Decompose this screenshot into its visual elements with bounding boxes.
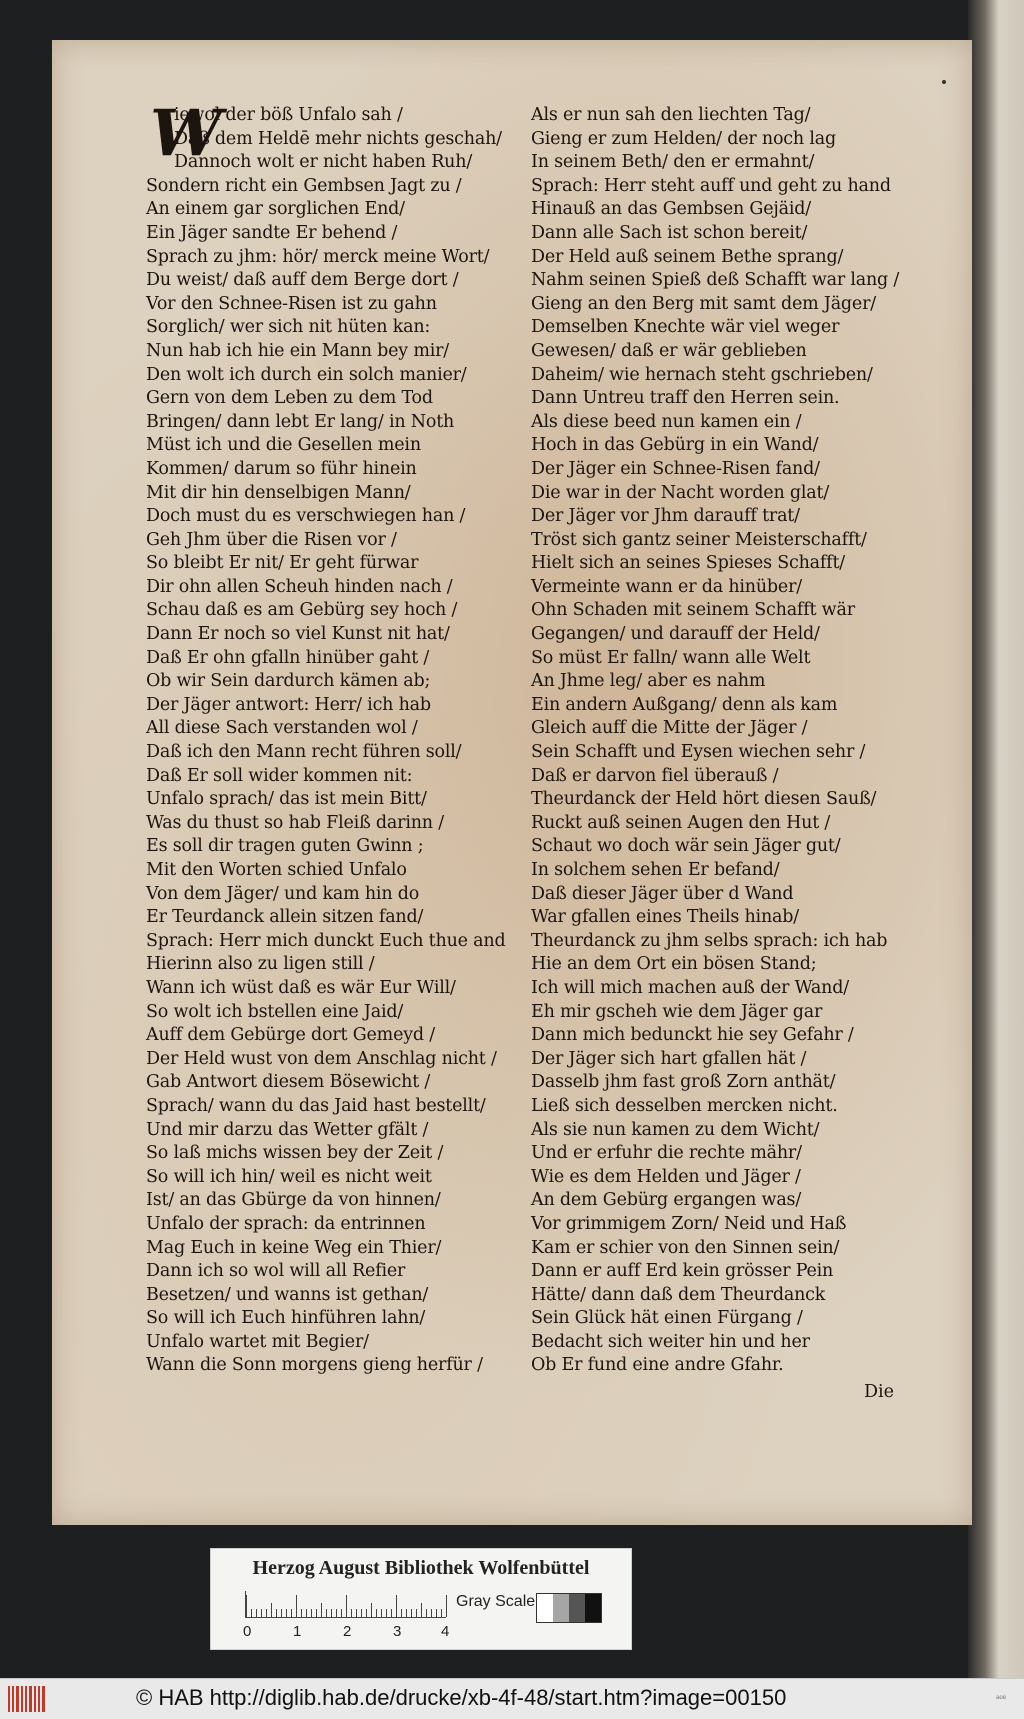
logo-bar	[42, 1686, 45, 1712]
verse-line: Der Jäger ein Schnee-Risen fand/	[531, 458, 820, 479]
verse-line: Sorglich/ wer sich nit hüten kan:	[146, 317, 431, 338]
verse-line: Vermeinte wann er da hinüber/	[531, 576, 802, 597]
verse-line: Der Jäger sich hart gfallen hät /	[531, 1048, 807, 1069]
verse-line: Mit den Worten schied Unfalo	[146, 860, 407, 880]
verse-line: Dasselb jhm fast groß Zorn anthät/	[531, 1072, 836, 1093]
verse-line: Bringen/ dann lebt Er lang/ in Noth	[146, 411, 455, 432]
verse-line: Gab Antwort diesem Bösewicht /	[146, 1072, 431, 1093]
gray-swatch	[537, 1594, 553, 1622]
verse-line: Ein Jäger sandte Er behend /	[146, 222, 398, 243]
verse-line: Als sie nun kamen zu dem Wicht/	[531, 1119, 820, 1140]
ruler-tick	[391, 1609, 392, 1617]
verse-line: All diese Sach verstanden wol /	[146, 718, 418, 739]
library-name: Herzog August Bibliothek Wolfenbüttel	[252, 1557, 590, 1579]
gray-swatch	[569, 1594, 585, 1622]
verse-line: In seinem Beth/ den er ermahnt/	[531, 152, 815, 173]
ruler-tick	[261, 1609, 262, 1617]
ruler-tick	[271, 1603, 272, 1617]
ruler-tick	[251, 1609, 252, 1617]
verse-line: Dann Untreu traff den Herren sein.	[531, 388, 840, 409]
ruler-number: 3	[393, 1623, 402, 1640]
logo-bar	[12, 1686, 14, 1712]
ruler-number: 0	[243, 1623, 252, 1640]
verse-line: Gieng an den Berg mit samt dem Jäger/	[531, 293, 876, 314]
ruler-tick	[286, 1609, 287, 1617]
verse-line: Als er nun sah den liechten Tag/	[531, 105, 811, 125]
verse-line: Ohn Schaden mit seinem Schafft wär	[531, 600, 855, 621]
verse-line: Sprach: Herr steht auff und geht zu hand	[531, 175, 891, 196]
verse-line: Sprach: Herr mich dunckt Euch thue and	[146, 930, 506, 951]
verse-line: Hierinn also zu ligen still /	[146, 954, 375, 975]
ruler-tick	[376, 1609, 377, 1617]
page-blemish	[942, 80, 946, 84]
verse-line: Du weist/ daß auff dem Berge dort /	[146, 270, 459, 291]
verse-line: Und mir darzu das Wetter gfält /	[146, 1119, 429, 1140]
decorated-initial: W	[150, 96, 222, 171]
ruler-tick	[431, 1609, 432, 1617]
ruler-tick	[421, 1603, 422, 1617]
verse-line: Hinauß an das Gembsen Gejäid/	[531, 199, 811, 220]
ruler-tick	[326, 1609, 327, 1617]
verse-line: Kommen/ darum so führ hinein	[146, 458, 417, 479]
ruler-tick	[366, 1609, 367, 1617]
ruler-tick	[291, 1609, 292, 1617]
verse-line: So will ich Euch hinführen lahn/	[146, 1308, 426, 1329]
ruler-tick	[441, 1609, 442, 1617]
ruler-tick	[411, 1609, 412, 1617]
verse-line: Gewesen/ daß er wär geblieben	[531, 340, 807, 361]
adjacent-page-edge	[968, 0, 1024, 1678]
verse-line: Unfalo der sprach: da entrinnen	[146, 1213, 426, 1234]
verse-line: Vor den Schnee-Risen ist zu gahn	[146, 293, 437, 314]
verse-line: Der Jäger vor Jhm darauff trat/	[531, 506, 800, 527]
verse-line: Der Held auß seinem Bethe sprang/	[531, 246, 844, 267]
logo-bar	[34, 1686, 36, 1712]
viewer-footer	[0, 1678, 1024, 1719]
verse-line: Daheim/ wie hernach steht gschrieben/	[531, 364, 873, 385]
verse-line: Sein Glück hät einen Fürgang /	[531, 1308, 803, 1329]
ruler-tick	[256, 1609, 257, 1617]
ruler-tick	[281, 1609, 282, 1617]
ruler-tick	[321, 1603, 322, 1617]
verse-line: Dann er auff Erd kein grösser Pein	[531, 1261, 834, 1282]
verse-line: Doch must du es verschwiegen han /	[146, 506, 466, 527]
ruler-tick	[436, 1609, 437, 1617]
verse-line: So wolt ich bstellen eine Jaid/	[146, 1001, 404, 1022]
verse-line: Hie an dem Ort ein bösen Stand;	[531, 954, 817, 975]
verse-line: So bleibt Er nit/ Er geht fürwar	[146, 553, 419, 574]
ruler-tick	[246, 1595, 247, 1617]
gray-scale-label: Gray Scale	[456, 1593, 536, 1610]
verse-line: Daß ich den Mann recht führen soll/	[146, 742, 462, 763]
verse-line: An Jhme leg/ aber es nahm	[531, 671, 766, 692]
verse-line: Hätte/ dann daß dem Theurdanck	[531, 1284, 826, 1305]
verse-line: So will ich hin/ weil es nicht weit	[146, 1166, 432, 1187]
verse-line: War gfallen eines Theils hinab/	[531, 907, 799, 928]
verse-line: Sondern richt ein Gembsen Jagt zu /	[146, 175, 462, 196]
verse-line: An dem Gebürg ergangen was/	[531, 1190, 802, 1211]
ruler-tick	[396, 1595, 397, 1617]
verse-line: Ein andern Außgang/ denn als kam	[531, 694, 838, 715]
verse-line: Geh Jhm über die Risen vor /	[146, 529, 397, 550]
verse-line: Von dem Jäger/ und kam hin do	[146, 883, 420, 904]
verse-line: Vor grimmigem Zorn/ Neid und Haß	[531, 1213, 847, 1234]
ruler-tick	[401, 1609, 402, 1617]
ruler-tick	[351, 1609, 352, 1617]
verse-line: Eh mir gscheh wie dem Jäger gar	[531, 1001, 823, 1022]
verse-line: Mag Euch in keine Weg ein Thier/	[146, 1237, 442, 1258]
verse-line: Bedacht sich weiter hin und her	[531, 1331, 810, 1352]
verse-line: Die war in der Nacht worden glat/	[531, 482, 830, 503]
ruler-tick	[276, 1609, 277, 1617]
ruler-tick	[306, 1609, 307, 1617]
ruler-tick	[266, 1609, 267, 1617]
ruler-tick	[361, 1609, 362, 1617]
logo-bar	[29, 1686, 32, 1712]
verse-line: Ob Er fund eine andre Gfahr.	[531, 1355, 784, 1376]
ruler-tick	[301, 1609, 302, 1617]
verse-line: Nahm seinen Spieß deß Schafft war lang /	[531, 270, 900, 291]
verse-line: Es soll dir tragen guten Gwinn ;	[146, 836, 424, 857]
verse-line: Theurdanck der Held hört diesen Sauß/	[531, 789, 877, 810]
ruler-tick	[311, 1609, 312, 1617]
verse-line: Dannoch wolt er nicht haben Ruh/	[174, 152, 473, 173]
verse-line: Ruckt auß seinen Augen den Hut /	[531, 812, 831, 833]
verse-line: In solchem sehen Er befand/	[531, 860, 780, 880]
left-verse-column	[146, 104, 538, 1378]
gray-swatch	[553, 1594, 569, 1622]
gray-swatch	[585, 1594, 601, 1622]
catchword: Die	[864, 1382, 894, 1402]
source-url[interactable]: © HAB http://diglib.hab.de/drucke/xb-4f-48/start.htm?image=00150	[136, 1685, 787, 1710]
verse-line: Sprach zu jhm: hör/ merck meine Wort/	[146, 246, 490, 267]
verse-line: Gegangen/ und darauff der Held/	[531, 624, 820, 645]
verse-line: So müst Er falln/ wann alle Welt	[531, 647, 811, 668]
verse-line: Dann alle Sach ist schon bereit/	[531, 222, 808, 243]
verse-line: An einem gar sorglichen End/	[146, 199, 405, 220]
verse-line: Als diese beed nun kamen ein /	[531, 411, 802, 432]
verse-line: iewol der böß Unfalo sah /	[174, 105, 403, 125]
ruler-tick	[341, 1609, 342, 1617]
ruler-number: 4	[441, 1623, 450, 1640]
verse-line: Unfalo wartet mit Begier/	[146, 1331, 369, 1352]
verse-line: Theurdanck zu jhm selbs sprach: ich hab	[531, 930, 888, 951]
logo-bar	[21, 1686, 23, 1712]
verse-line: Ob wir Sein dardurch kämen ab;	[146, 671, 431, 692]
ruler-tick	[381, 1609, 382, 1617]
verse-line: Dann ich so wol will all Refier	[146, 1261, 406, 1282]
verse-line: Auff dem Gebürge dort Gemeyd /	[146, 1025, 435, 1046]
ruler-scale	[245, 1591, 446, 1618]
verse-line: Daß Er soll wider kommen nit:	[146, 765, 413, 786]
calibration-card	[210, 1548, 632, 1650]
verse-line: Sprach/ wann du das Jaid hast bestellt/	[146, 1095, 486, 1116]
verse-line: Tröst sich gantz seiner Meisterschafft/	[531, 529, 867, 550]
logo-bar	[8, 1686, 10, 1712]
ruler-tick	[371, 1603, 372, 1617]
ruler-number: 2	[343, 1623, 352, 1640]
verse-line: Den wolt ich durch ein solch manier/	[146, 364, 467, 385]
ruler-tick	[331, 1609, 332, 1617]
verse-line: Unfalo sprach/ das ist mein Bitt/	[146, 789, 427, 810]
ruler-number: 1	[293, 1623, 302, 1640]
verse-line: Besetzen/ und wanns ist gethan/	[146, 1284, 429, 1305]
verse-line: Was du thust so hab Fleiß darinn /	[146, 812, 444, 833]
verse-line: Ist/ an das Gbürge da von hinnen/	[146, 1190, 441, 1211]
verse-line: Mit dir hin denselbigen Mann/	[146, 482, 411, 503]
verse-line: Er Teurdanck allein sitzen fand/	[146, 907, 424, 928]
logo-bar	[25, 1686, 27, 1712]
verse-line: Ich will mich machen auß der Wand/	[531, 977, 849, 998]
verse-line: So laß michs wissen bey der Zeit /	[146, 1143, 444, 1164]
verse-line: Daß Er ohn gfalln hinüber gaht /	[146, 647, 430, 668]
right-verse-column	[531, 104, 931, 1378]
ruler-tick	[426, 1609, 427, 1617]
verse-line: Daß dem Heldē mehr nichts geschah/	[174, 128, 502, 149]
ruler-tick	[346, 1595, 347, 1617]
verse-line: Gieng er zum Helden/ der noch lag	[531, 128, 836, 149]
verse-line: Dann mich bedunckt hie sey Gefahr /	[531, 1025, 854, 1046]
ruler-tick	[316, 1609, 317, 1617]
verse-line: Der Jäger antwort: Herr/ ich hab	[146, 694, 431, 715]
hab-logo-icon	[8, 1686, 46, 1712]
logo-bar	[16, 1686, 19, 1712]
verse-line: Gleich auff die Mitte der Jäger /	[531, 718, 808, 739]
verse-line: Schaut wo doch wär sein Jäger gut/	[531, 836, 841, 857]
ruler-tick	[446, 1595, 447, 1617]
verse-line: Wie es dem Helden und Jäger /	[531, 1166, 801, 1187]
ruler-tick	[416, 1609, 417, 1617]
footer-mark: ᵃᵒᵉ	[996, 1693, 1007, 1703]
verse-line: Schau daß es am Gebürg sey hoch /	[146, 600, 458, 621]
logo-bar	[38, 1686, 40, 1712]
verse-line: Wann die Sonn morgens gieng herfür /	[146, 1355, 483, 1376]
verse-line: Dann Er noch so viel Kunst nit hat/	[146, 624, 450, 645]
ruler-tick	[296, 1595, 297, 1617]
verse-line: Daß er darvon fiel überauß /	[531, 765, 779, 786]
gray-scale-swatches	[536, 1593, 602, 1623]
ruler-tick	[406, 1609, 407, 1617]
verse-line: Kam er schier von den Sinnen sein/	[531, 1237, 840, 1258]
verse-line: Hoch in das Gebürg in ein Wand/	[531, 435, 819, 456]
verse-line: Nun hab ich hie ein Mann bey mir/	[146, 340, 450, 361]
verse-line: Wann ich wüst daß es wär Eur Will/	[146, 977, 456, 998]
ruler-tick	[336, 1609, 337, 1617]
ruler-tick	[386, 1609, 387, 1617]
verse-line: Hielt sich an seines Spieses Schafft/	[531, 553, 845, 574]
verse-line: Gern von dem Leben zu dem Tod	[146, 388, 433, 409]
verse-line: Demselben Knechte wär viel weger	[531, 317, 840, 338]
ruler-tick	[356, 1609, 357, 1617]
verse-line: Müst ich und die Gesellen mein	[146, 435, 421, 456]
verse-line: Ließ sich desselben mercken nicht.	[531, 1095, 838, 1116]
verse-line: Dir ohn allen Scheuh hinden nach /	[146, 576, 453, 597]
verse-line: Daß dieser Jäger über d Wand	[531, 883, 794, 904]
verse-line: Sein Schafft und Eysen wiechen sehr /	[531, 742, 866, 763]
verse-line: Und er erfuhr die rechte mähr/	[531, 1143, 802, 1164]
verse-line: Der Held wust von dem Anschlag nicht /	[146, 1048, 497, 1069]
